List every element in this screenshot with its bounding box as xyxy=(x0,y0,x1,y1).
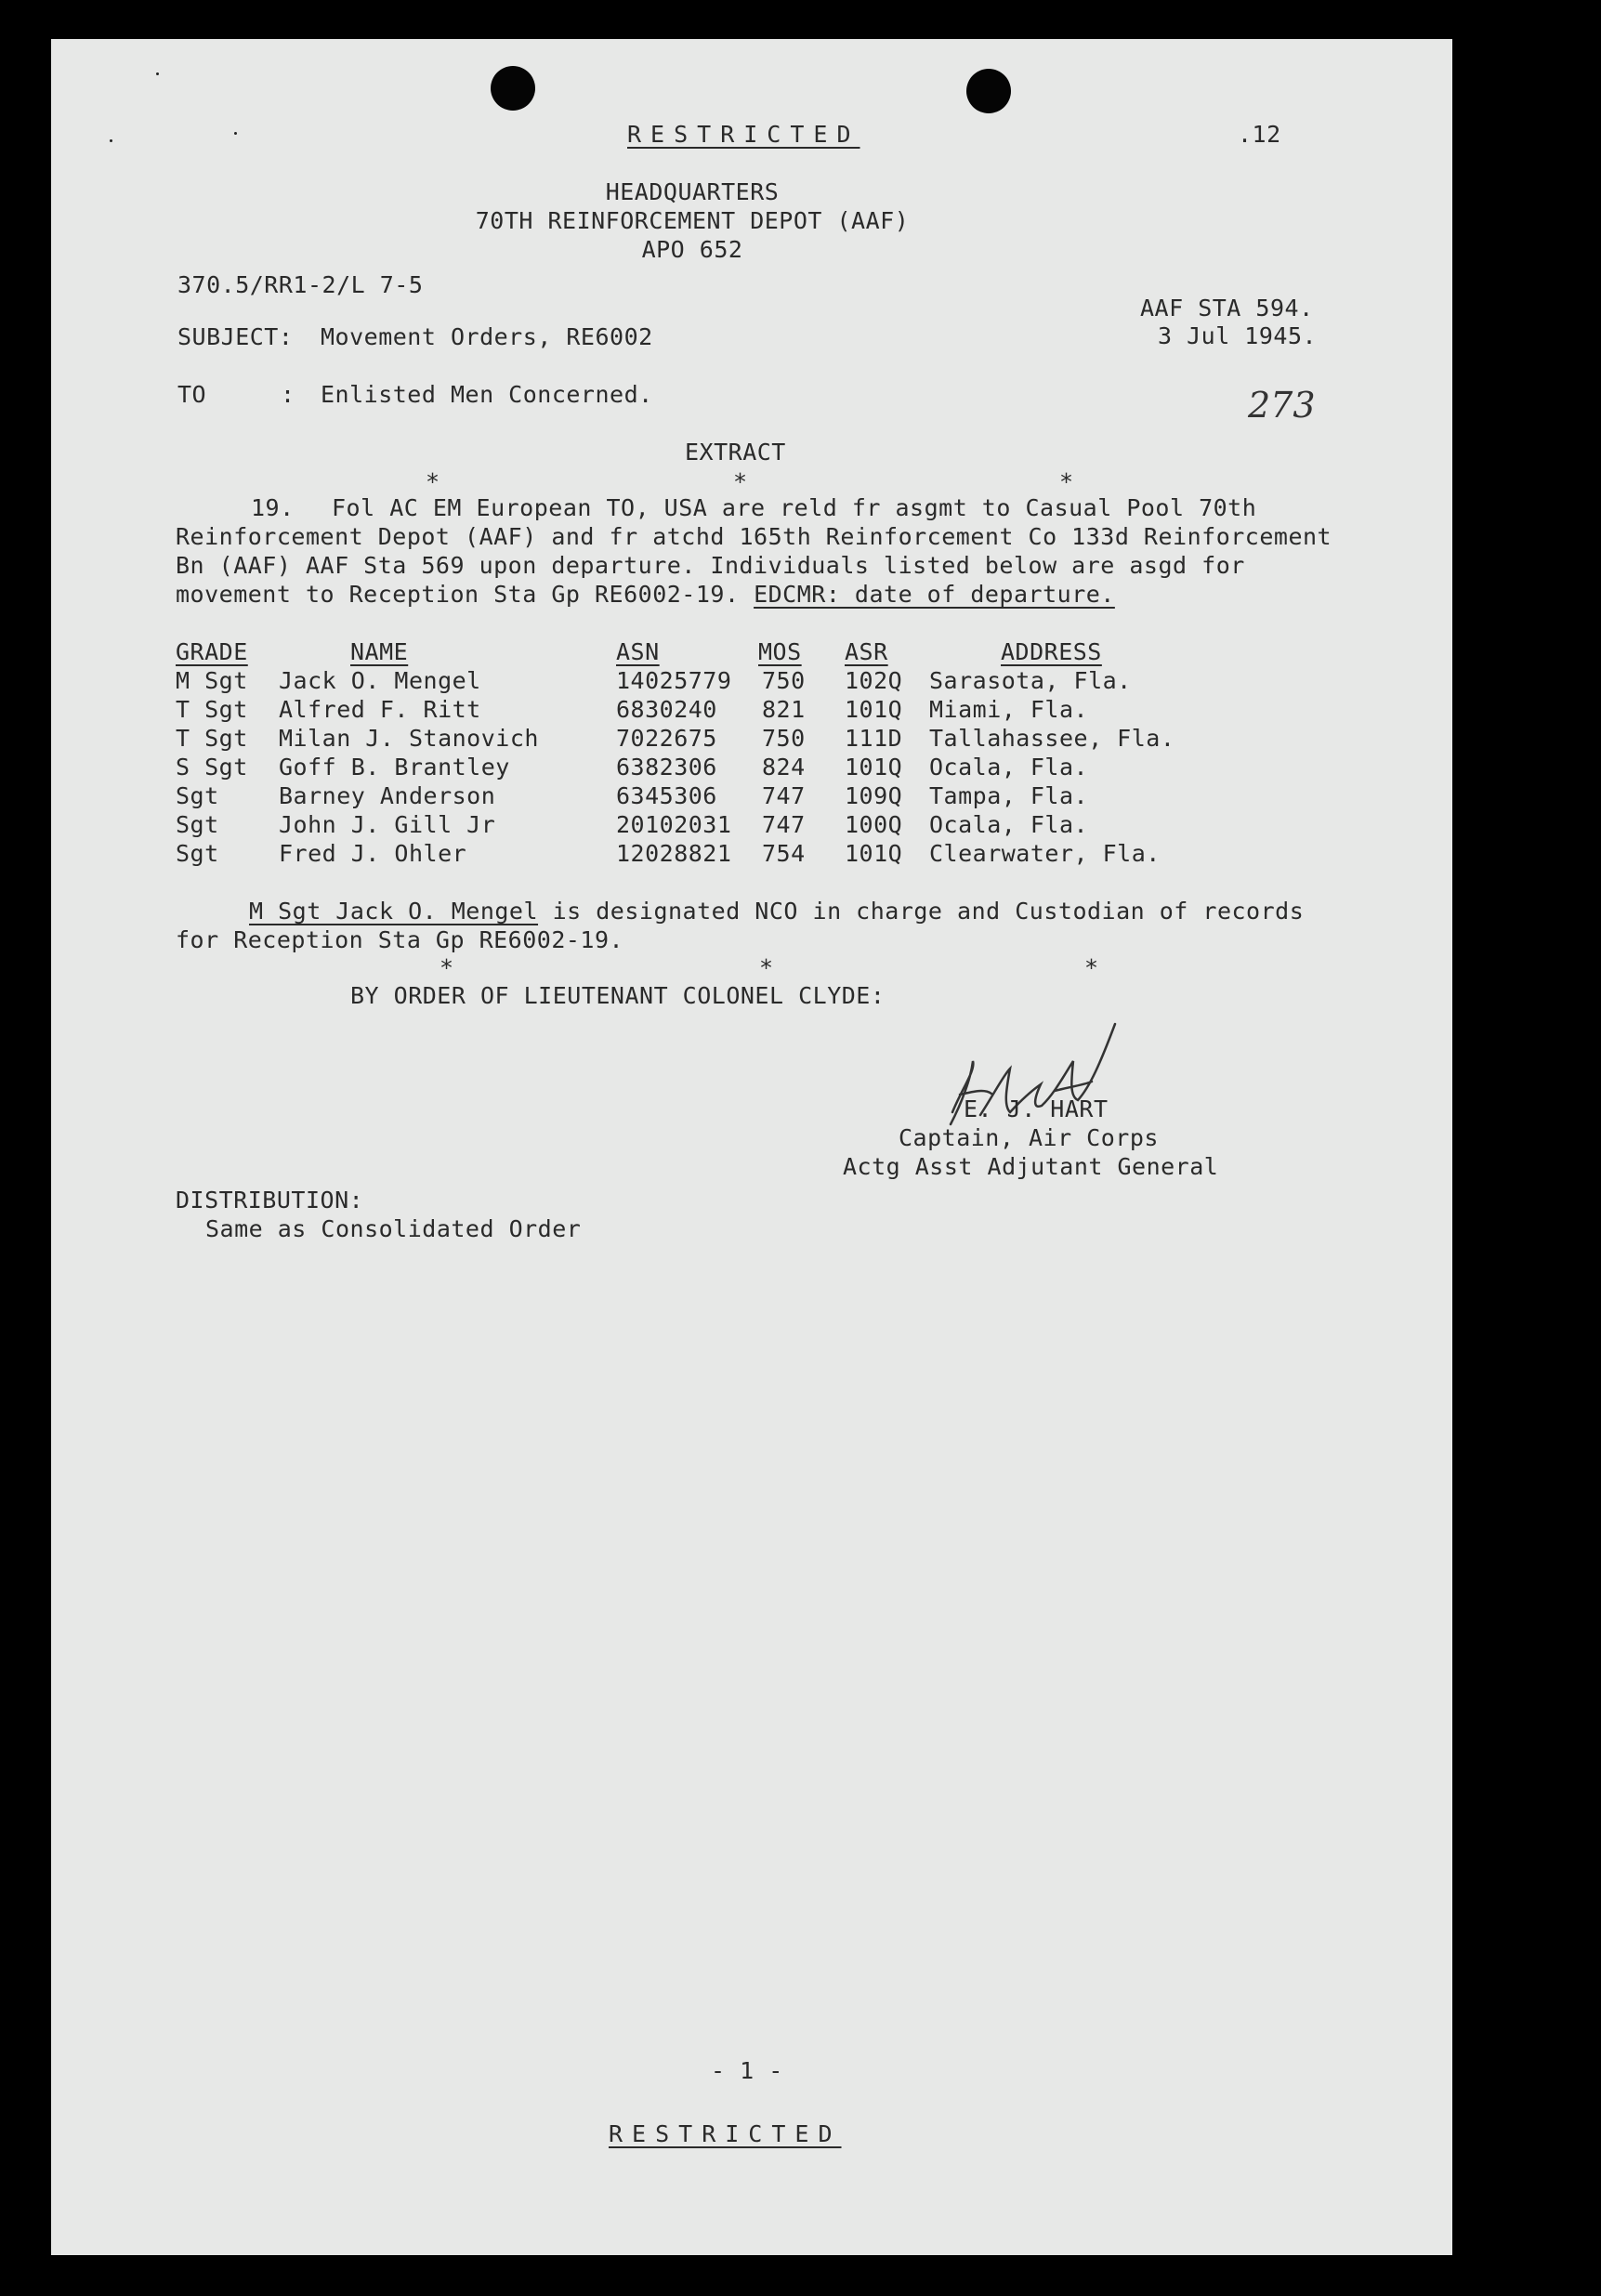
station: AAF STA 594. xyxy=(1140,295,1314,321)
roster-cell-asr: 100Q xyxy=(845,811,903,838)
roster-cell-mos: 750 xyxy=(762,725,806,752)
document-page xyxy=(51,39,1452,2255)
to-label: TO xyxy=(177,381,207,408)
paragraph-line-1: Fol AC EM European TO, USA are reld fr asgmt to Casual Pool 70th xyxy=(332,494,1257,521)
org-line-3: APO 652 xyxy=(641,236,743,263)
page-marker: .12 xyxy=(1238,121,1281,148)
column-header-grade: GRADE xyxy=(176,638,248,665)
order-line: BY ORDER OF LIEUTENANT COLONEL CLYDE: xyxy=(350,982,886,1009)
extract-title: EXTRACT xyxy=(685,439,786,466)
roster-cell-asn: 12028821 xyxy=(616,840,732,867)
column-header-address: ADDRESS xyxy=(1001,638,1102,665)
asterisk: * xyxy=(1084,954,1099,981)
punch-hole xyxy=(491,66,535,111)
signer-rank: Captain, Air Corps xyxy=(899,1124,1159,1151)
handwritten-number: 273 xyxy=(1248,385,1316,426)
roster-cell-asr: 101Q xyxy=(845,754,903,781)
roster-cell-address: Ocala, Fla. xyxy=(929,754,1089,781)
roster-cell-mos: 750 xyxy=(762,667,806,694)
roster-cell-mos: 821 xyxy=(762,696,806,723)
asterisk: * xyxy=(733,468,748,495)
roster-cell-address: Sarasota, Fla. xyxy=(929,667,1132,694)
custodian-duty: is designated NCO in charge and Custodian of records xyxy=(552,898,1305,925)
column-header-mos: MOS xyxy=(758,638,802,665)
roster-cell-mos: 747 xyxy=(762,811,806,838)
classification-header: RESTRICTED xyxy=(627,121,860,148)
roster-cell-grade: S Sgt xyxy=(176,754,248,781)
subject-label: SUBJECT: xyxy=(177,323,294,350)
date: 3 Jul 1945. xyxy=(1158,322,1318,349)
roster-cell-name: Fred J. Ohler xyxy=(279,840,467,867)
paragraph-line-4 xyxy=(176,581,1115,608)
roster-cell-grade: Sgt xyxy=(176,782,219,809)
roster-cell-grade: Sgt xyxy=(176,840,219,867)
edcmr-note: EDCMR: date of departure. xyxy=(754,581,1115,608)
asterisk: * xyxy=(1059,468,1074,495)
roster-cell-asr: 109Q xyxy=(845,782,903,809)
roster-cell-address: Clearwater, Fla. xyxy=(929,840,1161,867)
punch-hole xyxy=(966,69,1011,113)
roster-cell-asr: 111D xyxy=(845,725,903,752)
to-colon: : xyxy=(281,381,295,408)
roster-cell-mos: 754 xyxy=(762,840,806,867)
roster-cell-address: Tampa, Fla. xyxy=(929,782,1089,809)
paragraph-number: 19. xyxy=(251,494,295,521)
column-header-name: NAME xyxy=(350,638,409,665)
page-number: - 1 - xyxy=(711,2057,783,2084)
roster-cell-asr: 101Q xyxy=(845,840,903,867)
asterisk: * xyxy=(426,468,440,495)
to-recipients: Enlisted Men Concerned. xyxy=(321,381,653,408)
paragraph-line-4-text: movement to Reception Sta Gp RE6002-19. xyxy=(176,581,740,608)
distribution-label: DISTRIBUTION: xyxy=(176,1187,364,1214)
roster-cell-asr: 101Q xyxy=(845,696,903,723)
roster-cell-address: Tallahassee, Fla. xyxy=(929,725,1175,752)
custodian-name: M Sgt Jack O. Mengel xyxy=(249,898,539,925)
subject: Movement Orders, RE6002 xyxy=(321,323,653,350)
roster-cell-name: Alfred F. Ritt xyxy=(279,696,481,723)
roster-cell-asn: 14025779 xyxy=(616,667,732,694)
roster-cell-address: Ocala, Fla. xyxy=(929,811,1089,838)
signer-name: E. J. HART xyxy=(964,1096,1109,1122)
asterisk: * xyxy=(759,954,774,981)
speck xyxy=(110,139,112,142)
roster-cell-grade: T Sgt xyxy=(176,725,248,752)
roster-cell-name: Milan J. Stanovich xyxy=(279,725,539,752)
paragraph-line-2: Reinforcement Depot (AAF) and fr atchd 165th Reinforcement Co 133d Reinforcement xyxy=(176,523,1332,550)
roster-cell-address: Miami, Fla. xyxy=(929,696,1089,723)
roster-cell-asn: 7022675 xyxy=(616,725,717,752)
classification-footer: RESTRICTED xyxy=(609,2120,842,2147)
org-line-2: 70TH REINFORCEMENT DEPOT (AAF) xyxy=(475,207,910,234)
custodian-line-2: for Reception Sta Gp RE6002-19. xyxy=(176,926,624,953)
column-header-asr: ASR xyxy=(845,638,888,665)
roster-cell-asn: 6345306 xyxy=(616,782,717,809)
roster-cell-mos: 824 xyxy=(762,754,806,781)
roster-cell-asn: 6830240 xyxy=(616,696,717,723)
roster-cell-name: Jack O. Mengel xyxy=(279,667,481,694)
file-reference: 370.5/RR1-2/L 7-5 xyxy=(177,271,424,298)
roster-cell-asr: 102Q xyxy=(845,667,903,694)
paragraph-line-3: Bn (AAF) AAF Sta 569 upon departure. Individuals listed below are asgd for xyxy=(176,552,1245,579)
asterisk: * xyxy=(440,954,454,981)
distribution-text: Same as Consolidated Order xyxy=(205,1215,582,1242)
speck xyxy=(156,72,159,75)
custodian-line-1 xyxy=(249,898,1304,925)
org-line-1: HEADQUARTERS xyxy=(605,178,780,205)
roster-cell-grade: M Sgt xyxy=(176,667,248,694)
roster-cell-mos: 747 xyxy=(762,782,806,809)
roster-cell-asn: 20102031 xyxy=(616,811,732,838)
column-header-asn: ASN xyxy=(616,638,660,665)
roster-cell-name: Barney Anderson xyxy=(279,782,496,809)
roster-cell-name: Goff B. Brantley xyxy=(279,754,510,781)
roster-cell-grade: T Sgt xyxy=(176,696,248,723)
roster-cell-asn: 6382306 xyxy=(616,754,717,781)
roster-cell-name: John J. Gill Jr xyxy=(279,811,496,838)
roster-cell-grade: Sgt xyxy=(176,811,219,838)
signer-title: Actg Asst Adjutant General xyxy=(843,1153,1219,1180)
speck xyxy=(234,132,237,135)
